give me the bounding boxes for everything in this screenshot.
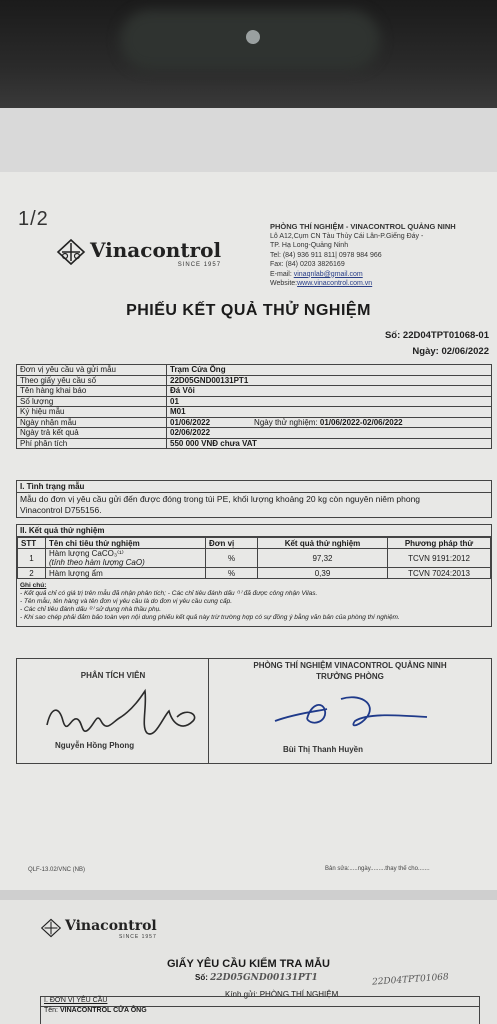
info-value: Đá Vôi [167, 386, 492, 397]
test-name-note: (tính theo hàm lượng CaO) [49, 558, 145, 567]
cell-method: TCVN 9191:2012 [388, 549, 491, 568]
form-code: QLF-13.02/VNC (NB) [28, 867, 86, 873]
table-row [17, 438, 492, 449]
note-line: - Khi sao chép phải đảm bảo toàn vẹn nội dung phiếu kết quả này trừ trường hợp có sự đồng ý bằng văn bản của phòng thí nghiệm. [20, 614, 400, 621]
cell-method: TCVN 7024:2013 [388, 568, 491, 579]
test-date-label: Ngày thử nghiệm: [254, 417, 318, 427]
info-value: 02/06/2022 [167, 428, 492, 439]
table-row [17, 407, 492, 418]
logo-name: Vinacontrol [65, 918, 157, 934]
vinacontrol-logo-icon [40, 918, 62, 938]
table-row [17, 417, 492, 428]
manager-name: Bùi Thị Thanh Huyền [283, 745, 363, 754]
cell-unit: % [206, 568, 258, 579]
analyst-name: Nguyễn Hồng Phong [55, 741, 135, 750]
request-number-handwritten: 22D05GND00131PT1 [210, 973, 318, 983]
document-title: PHIẾU KẾT QUẢ THỬ NGHIỆM [126, 302, 371, 319]
info-value: 22D05GND00131PT1 [167, 375, 492, 386]
request-form-title: GIẤY YÊU CẦU KIỂM TRA MẪU [167, 958, 330, 970]
info-key: Phí phân tích [17, 438, 167, 449]
sample-condition-line: Mẫu do đơn vị yêu cầu gửi đến được đóng trong túi PE, khối lượng khoảng 20 kg còn nguyên niêm phong [20, 494, 421, 504]
cell-stt: 1 [18, 549, 46, 568]
lab-header [270, 222, 495, 289]
report-number: Số: 22D04TPT01068-01 [384, 330, 489, 341]
logo-since: SINCE 1957 [118, 934, 157, 940]
lab-website-label: Website: [270, 280, 298, 287]
test-name: Hàm lượng CaCO₃⁽¹⁾ [49, 549, 124, 558]
background-dark-area [0, 0, 497, 110]
section-heading: I. ĐƠN VỊ YÊU CẦU [41, 997, 479, 1007]
unit-name-row [41, 1007, 479, 1017]
info-key: Ký hiệu mẫu [17, 407, 167, 418]
info-value: 01 [167, 396, 492, 407]
test-results-section [16, 524, 492, 627]
note-line: - Tên mẫu, tên hàng và tên đơn vị yêu cầu là do đơn vị yêu cầu cung cấp. [20, 598, 233, 605]
addressee-label: Kính gửi: [225, 990, 258, 999]
section-heading: I. Tình trạng mẫu [17, 481, 491, 493]
column-header: Kết quả thử nghiệm [258, 538, 388, 549]
info-value: Trạm Cửa Ông [167, 365, 492, 376]
lab-address-1: Lô A12,Cụm CN Tàu Thủy Cái Lân-P.Giếng Đáy - [270, 232, 424, 240]
cell-test-name: Hàm lượng ẩm [46, 568, 206, 579]
column-header: Đơn vị [206, 538, 258, 549]
cell-result: 0,39 [258, 568, 388, 579]
info-key: Ngày trả kết quả [17, 428, 167, 439]
info-value: 550 000 VNĐ chưa VAT [167, 438, 492, 449]
info-key: Theo giấy yêu cầu số [17, 375, 167, 386]
info-value-with-test-date [167, 417, 492, 428]
column-header: Tên chỉ tiêu thử nghiệm [46, 538, 206, 549]
notes-block [17, 579, 491, 626]
table-row [17, 365, 492, 376]
lab-email-row [270, 270, 495, 280]
lab-address-2: TP. Hạ Long-Quảng Ninh [270, 242, 349, 249]
results-table [17, 537, 491, 579]
vinacontrol-logo-small [40, 918, 157, 940]
sample-condition-text [17, 493, 491, 517]
lab-name: PHÒNG THÍ NGHIỆM - VINACONTROL QUẢNG NINH [270, 222, 456, 231]
analyst-signature-icon [37, 677, 207, 747]
table-row [17, 428, 492, 439]
table-row [18, 568, 491, 579]
report-date: Ngày: 02/06/2022 [412, 346, 489, 357]
table-header-row [18, 538, 491, 549]
logo-since: SINCE 1957 [177, 262, 222, 268]
vinacontrol-logo [56, 238, 221, 268]
note-line: - Kết quả chỉ có giá trị trên mẫu đã nhận phân tích; - Các chỉ tiêu đánh dấu ⁽¹⁾ đã được công nhận Vilas. [20, 590, 318, 597]
cell-result: 97,32 [258, 549, 388, 568]
lab-website[interactable]: www.vinacontrol.com.vn [297, 280, 373, 287]
note-line: - Các chỉ tiêu đánh dấu ⁽²⁾ sử dụng nhà thầu phụ. [20, 606, 162, 613]
table-row [17, 396, 492, 407]
test-date-value: 01/06/2022-02/06/2022 [319, 417, 403, 427]
info-key: Ngày nhận mẫu [17, 417, 167, 428]
info-value: 01/06/2022 [170, 417, 211, 427]
addressee-value: PHÒNG THÍ NGHIỆM [259, 990, 339, 999]
info-key: Đơn vị yêu cầu và gửi mẫu [17, 365, 167, 376]
sample-info-table [16, 364, 492, 449]
lab-tel: Tel: (84) 936 911 811| 0978 984 966 [270, 251, 382, 259]
logo-name: Vinacontrol [90, 238, 222, 262]
margin-handwritten-number: 22D04TPT01068 [371, 972, 450, 988]
background-light-dot [246, 30, 260, 44]
table-row [17, 375, 492, 386]
sample-condition-section [16, 480, 492, 518]
info-value: M01 [167, 407, 492, 418]
cell-unit: % [206, 549, 258, 568]
lab-signature-title: PHÒNG THÍ NGHIỆM VINACONTROL QUẢNG NINH [253, 661, 447, 670]
lab-email-label: E-mail: [270, 270, 292, 278]
info-key: Tên hàng khai báo [17, 386, 167, 397]
sample-condition-line: Vinacontrol D755156. [20, 505, 102, 515]
analyst-signature-area [17, 659, 209, 763]
page-number: 1/2 [18, 208, 49, 230]
column-header: Phương pháp thử [388, 538, 491, 549]
unit-name-value: VINACONTROL CỬA ÔNG [59, 1007, 147, 1014]
table-row [18, 549, 491, 568]
lab-fax: Fax: (84) 0203 3826169 [270, 261, 345, 268]
manager-signature-icon [267, 689, 447, 739]
notes-heading: Ghi chú: [20, 582, 47, 589]
requesting-unit-section [40, 996, 480, 1024]
table-row [17, 386, 492, 397]
signature-block [16, 658, 492, 764]
lab-email[interactable]: vinaqnlab@gmail.com [293, 270, 363, 278]
column-header: STT [18, 538, 46, 549]
request-number-label: Số: [195, 973, 208, 982]
analyst-title: PHÂN TÍCH VIÊN [80, 671, 146, 680]
manager-title: TRƯỞNG PHÒNG [316, 672, 384, 681]
section-heading: II. Kết quả thử nghiệm [17, 525, 491, 537]
revision-note: Bản sửa:.....ngày.........thay thế cho....... [325, 866, 430, 872]
request-form-number [195, 973, 318, 983]
vinacontrol-logo-icon [56, 238, 86, 266]
unit-name-label: Tên: [44, 1007, 59, 1014]
lab-website-row [270, 279, 495, 289]
info-key: Số lượng [17, 396, 167, 407]
cell-stt: 2 [18, 568, 46, 579]
cell-test-name [46, 549, 206, 568]
